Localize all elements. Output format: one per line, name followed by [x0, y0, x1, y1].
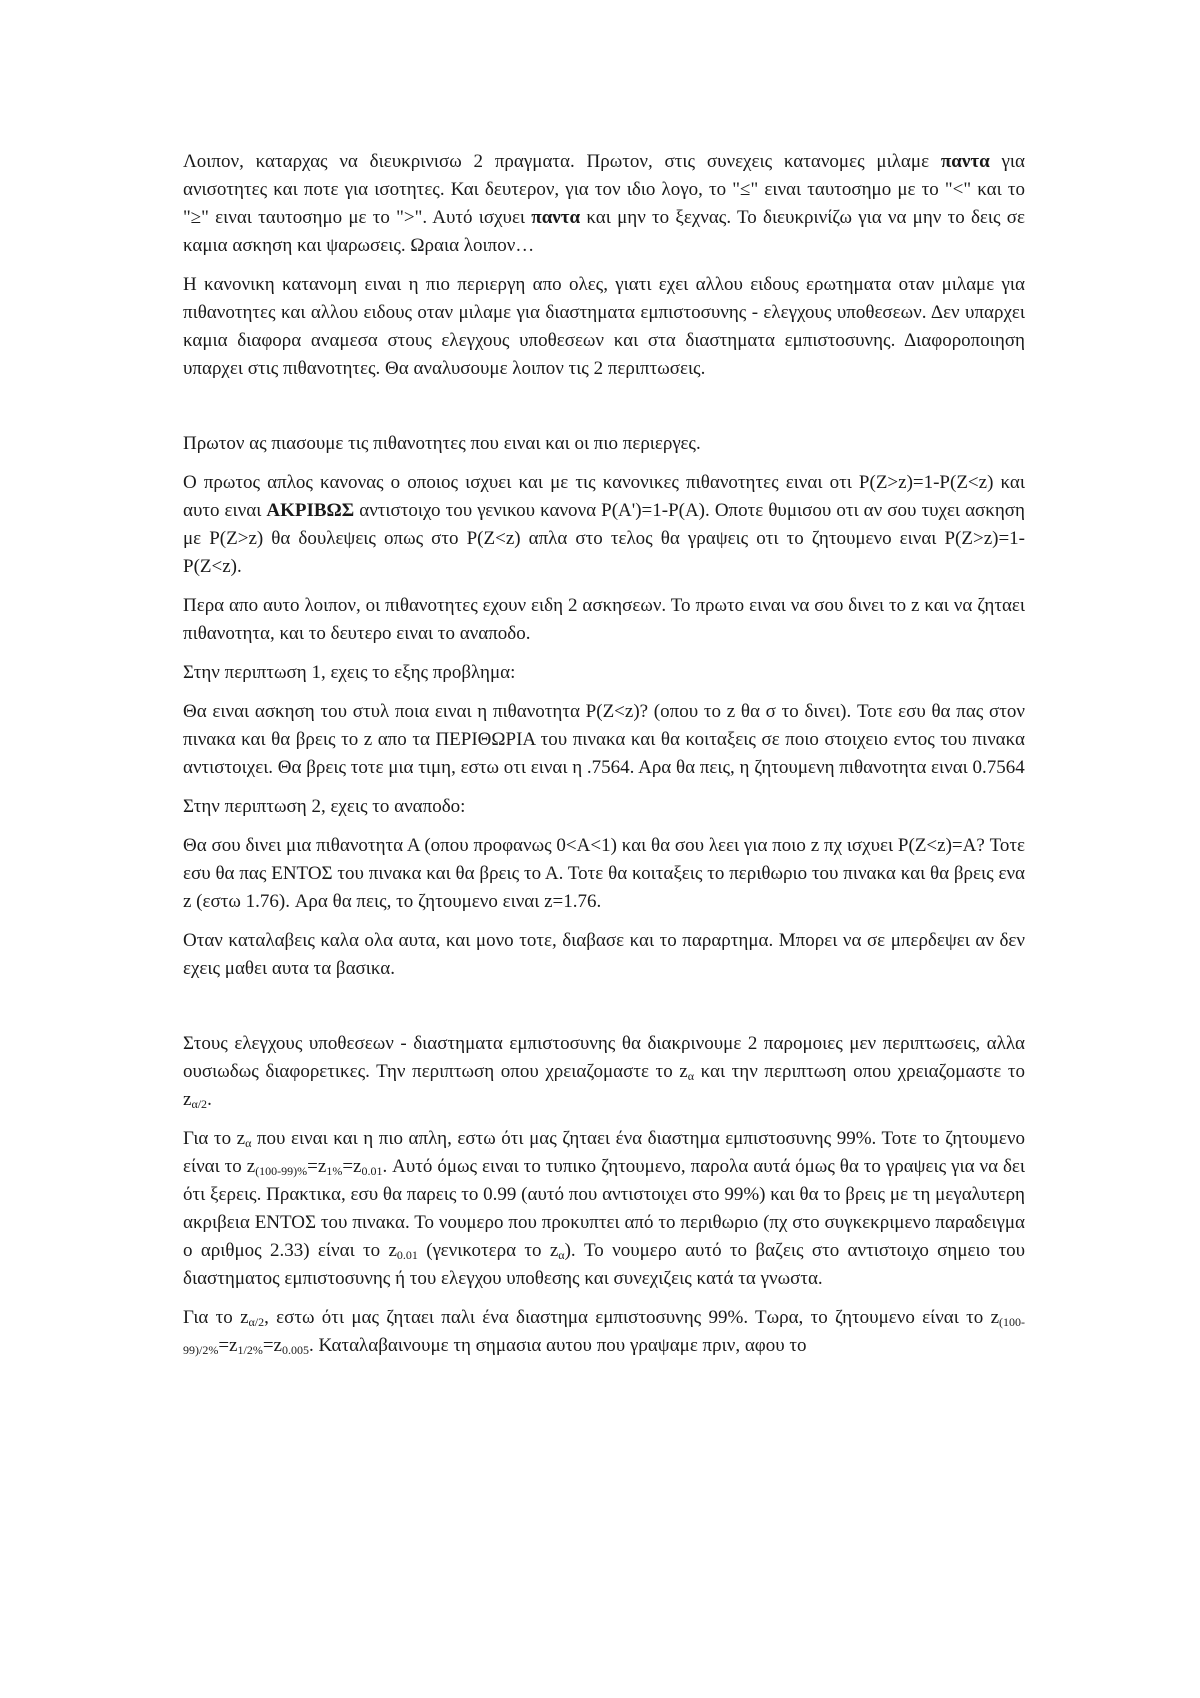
- paragraph-normal-distribution: [183, 271, 1025, 383]
- text-run: Λοιπον, καταρχας να διευκρινισω 2 πραγματα. Πρωτον, στις συνεχεις κατανομες μιλαμε: [183, 151, 941, 172]
- text-run: . Καταλαβαινουμε τη σημασια αυτου που γραψαμε πριν, αφου το: [308, 1335, 807, 1356]
- subscript-text: 0.01: [396, 1248, 418, 1262]
- text-run: για ανισοτητες και ποτε για ισοτητες. Και δευτερον, για τον ιδιο λογο, το "≤" ειναι ταυτοσημο με το "<" και το "≥" ειναι ταυτοσημο με το ">". Αυτό ισχυει: [183, 151, 1025, 228]
- text-run: =z: [218, 1335, 238, 1356]
- text-run: Στην περιπτωση 1, εχεις το εξης προβλημα:: [183, 662, 516, 683]
- subscript-text: 1%: [326, 1164, 343, 1178]
- subscript-text: 0.01: [361, 1164, 383, 1178]
- text-run: , εστω ότι μας ζηταει παλι ένα διαστημα εμπιστοσυνης 99%. Τωρα, το ζητουμενο είναι το z: [264, 1307, 999, 1328]
- text-run: =z: [307, 1156, 327, 1177]
- subscript-text: (100-99)/2%: [183, 1315, 1025, 1357]
- paragraph-case-1-body: [183, 698, 1025, 782]
- text-run: Για το z: [183, 1128, 246, 1149]
- subscript-text: α: [687, 1069, 695, 1083]
- text-run: Στην περιπτωση 2, εχεις το αναποδο:: [183, 796, 466, 817]
- subscript-text: (100-99)%: [255, 1164, 308, 1178]
- text-run: ). Το νουμερο αυτό το βαζεις στο αντιστοιχο σημειο του διαστηματος εμπιστοσυνης ή του ελεγχου υποθεσης και συνεχιζεις κατά τα γνωστα.: [183, 1240, 1025, 1289]
- paragraph-appendix-note: [183, 927, 1025, 983]
- text-run: και την περιπτωση οπου χρειαζομαστε το z: [183, 1061, 1025, 1110]
- text-run: =z: [342, 1156, 362, 1177]
- subscript-text: 1/2%: [237, 1343, 263, 1357]
- paragraph-probabilities-intro: [183, 430, 1025, 458]
- paragraph-hypothesis-intro: [183, 1030, 1025, 1114]
- subscript-text: α: [558, 1248, 565, 1262]
- text-run: Θα σου δινει μια πιθανοτητα Α (οπου προφανως 0<A<1) και θα σου λεει για ποιο z πχ ισχυει P(Z<z)=A? Τοτε εσυ θα πας ΕΝΤΟΣ του πινακα και θα βρεις το Α. Τοτε θα κοιταξεις το περιθωριο του πινακα και θα βρεις ενα z (εστω 1.76). Αρα θα πεις, το ζητουμενο ειναι z=1.76.: [183, 835, 1025, 912]
- subscript-text: α/2: [248, 1315, 265, 1329]
- subscript-text: α: [245, 1136, 252, 1150]
- text-run: .: [207, 1089, 212, 1110]
- text-run: (γενικοτερα το z: [417, 1240, 559, 1261]
- paragraph-intro: [183, 148, 1025, 260]
- subscript-text: α/2: [191, 1097, 208, 1111]
- text-run: Θα ειναι ασκηση του στυλ ποια ειναι η πιθανοτητα P(Z<z)? (οπου το z θα σ το δινει). Τοτε εσυ θα πας στον πινακα και θα βρεις το z απο τα ΠΕΡΙΘΩΡΙΑ του πινακα και θα κοιταξεις σε ποιο στοιχειο εντος του πινακα αντιστοιχει. Θα βρεις τοτε μια τιμη, εστω οτι ειναι η .7564. Αρα θα πεις, η ζητουμενη πιθανοτητα ειναι 0.7564: [183, 701, 1025, 778]
- bold-text: ΑΚΡΙΒΩΣ: [266, 500, 355, 521]
- text-run: Οταν καταλαβεις καλα ολα αυτα, και μονο τοτε, διαβασε και το παραρτημα. Μπορει να σε μπερδεψει αν δεν εχεις μαθει αυτα τα βασικα.: [183, 930, 1025, 979]
- text-run: και μην το ξεχνας. Το διευκρινίζω για να μην το δεις σε καμια ασκηση και ψαρωσεις. Ωραια λοιπον…: [183, 207, 1025, 256]
- paragraph-case-1-heading: [183, 659, 1025, 687]
- paragraph-z-alpha: [183, 1125, 1025, 1293]
- paragraph-complement-rule: [183, 469, 1025, 581]
- text-run: =z: [262, 1335, 282, 1356]
- bold-text: παντα: [940, 151, 990, 172]
- paragraph-case-2-body: [183, 832, 1025, 916]
- bold-text: παντα: [531, 207, 581, 228]
- text-run: που ειναι και η πιο απλη, εστω ότι μας ζηταει ένα διαστημα εμπιστοσυνης 99%. Τοτε το ζητουμενο είναι το z: [183, 1128, 1025, 1177]
- text-run: Ο πρωτος απλος κανονας ο οποιος ισχυει και με τις κανονικες πιθανοτητες ειναι οτι P(Z>z)=1-P(Z<z) και αυτο ειναι: [183, 472, 1025, 521]
- text-run: Περα απο αυτο λοιπον, οι πιθανοτητες εχουν ειδη 2 ασκησεων. Το πρωτο ειναι να σου δινει το z και να ζηταει πιθανοτητα, και το δευτερο ειναι το αναποδο.: [183, 595, 1025, 644]
- subscript-text: 0.005: [281, 1343, 309, 1357]
- text-run: Η κανονικη κατανομη ειναι η πιο περιεργη απο ολες, γιατι εχει αλλου ειδους ερωτηματα οταν μιλαμε για πιθανοτητες και αλλου ειδους οταν μιλαμε για διαστηματα εμπιστοσυνης - ελεγχους υποθεσεων. Δεν υπαρχει καμια διαφορα αναμεσα στους ελεγχους υποθεσεων και στα διαστηματα εμπιστοσυνης. Διαφοροποιηση υπαρχει στις πιθανοτητες. Θα αναλυσουμε λοιπον τις 2 περιπτωσεις.: [183, 274, 1025, 379]
- paragraph-case-2-heading: [183, 793, 1025, 821]
- text-run: Για το z: [183, 1307, 249, 1328]
- text-run: αντιστοιχο του γενικου κανονα P(A')=1-P(A). Οποτε θυμισου οτι αν σου τυχει ασκηση με P(Z>z) θα δουλεψεις οπως στο P(Z<z) απλα στο τελος θα γραψεις οτι το ζητουμενο ειναι P(Z>z)=1-P(Z<z).: [183, 500, 1025, 577]
- text-run: Στους ελεγχους υποθεσεων - διαστηματα εμπιστοσυνης θα διακρινουμε 2 παρομοιες μεν περιπτωσεις, αλλα ουσιωδως διαφορετικες. Την περιπτωση οπου χρειαζομαστε το z: [183, 1033, 1025, 1082]
- paragraph-two-exercise-types: [183, 592, 1025, 648]
- text-run: . Αυτό όμως ειναι το τυπικο ζητουμενο, παρολα αυτά όμως θα το γραψεις για να δει ότι ξερεις. Πρακτικα, εσυ θα παρεις το 0.99 (αυτό που αντιστοιχει στο 99%) και θα το βρεις με τη μεγαλυτερη ακριβεια ΕΝΤΟΣ του πινακα. Το νουμερο που προκυπτει από το περιθωριο (πχ στο συγκεκριμενο παραδειγμα ο αριθμος 2.33) είναι το z: [183, 1156, 1025, 1261]
- text-run: Πρωτον ας πιασουμε τις πιθανοτητες που ειναι και οι πιο περιεργες.: [183, 433, 701, 454]
- paragraph-z-alpha-half: [183, 1304, 1025, 1360]
